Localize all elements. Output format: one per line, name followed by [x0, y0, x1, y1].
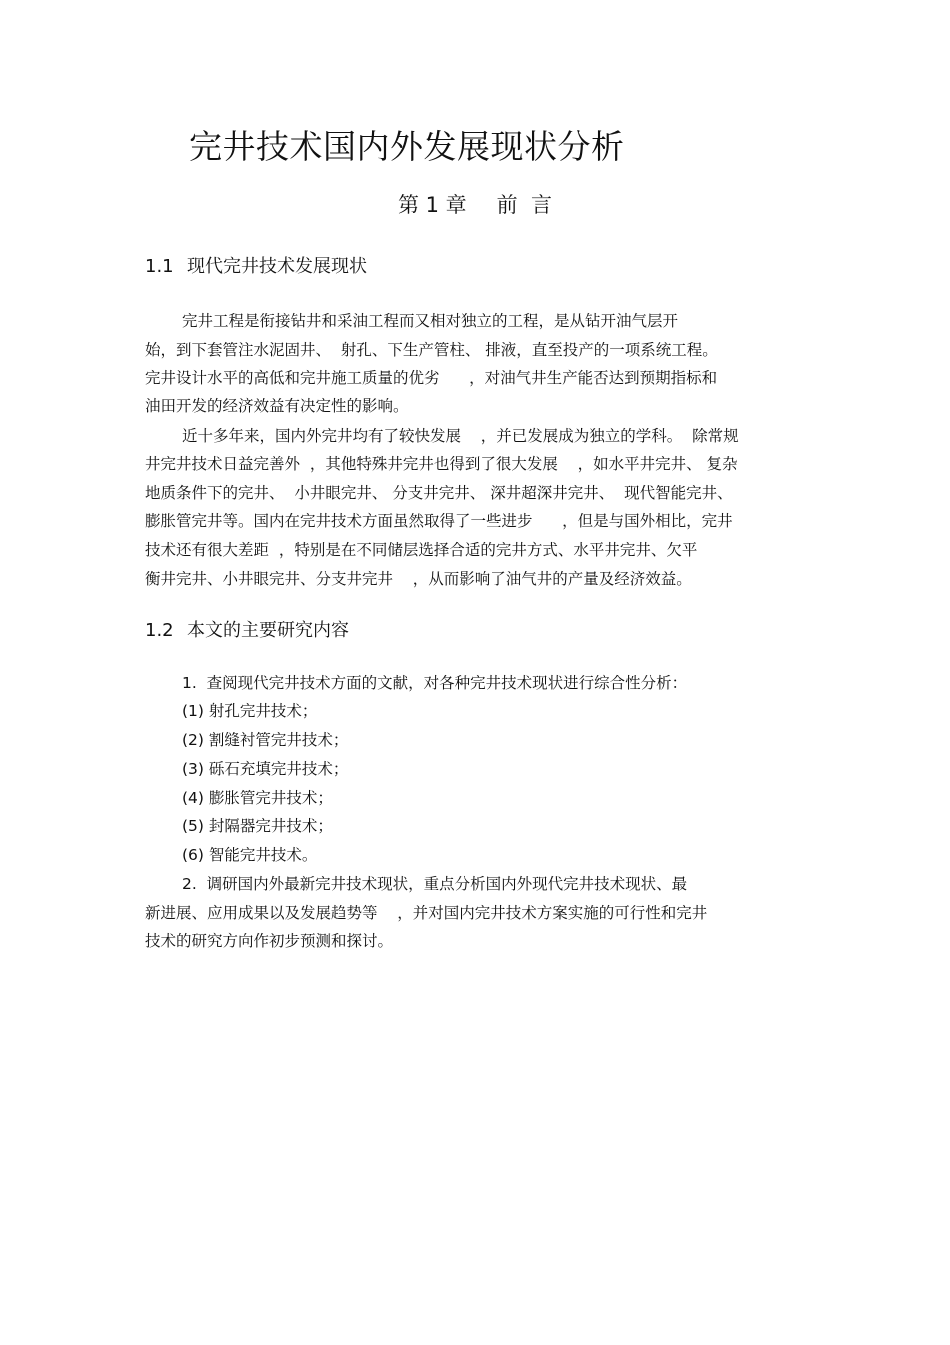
section-title: 现代完井技术发展现状	[187, 256, 367, 277]
paragraph-line: 完井工程是衔接钻井和采油工程而又相对独立的工程，是从钻开油气层开	[182, 312, 679, 330]
paragraph-line: 始，到下套管注水泥固井、 射孔、下生产管柱、 排液，直至投产的一项系统工程。	[145, 341, 718, 359]
paragraph-line: 膨胀管完井等。国内在完井技术方面虽然取得了一些进步 ，但是与国外相比，完井	[145, 512, 733, 530]
list-item: (5) 封隔器完井技术；	[182, 817, 333, 835]
paragraph-line: 完井设计水平的高低和完井施工质量的优劣 ，对油气井生产能否达到预期指标和	[145, 369, 718, 387]
section-number: 1.1	[145, 256, 174, 277]
paragraph-line: 近十多年来，国内外完井均有了较快发展 ，并已发展成为独立的学科。 除常规	[182, 427, 739, 445]
list-item: (2) 割缝衬管完井技术；	[182, 731, 349, 749]
paragraph-line: 新进展、应用成果以及发展趋势等 ，并对国内完井技术方案实施的可行性和完井	[145, 904, 708, 922]
chapter-number: 第 1 章	[397, 193, 467, 217]
paragraph-line: 衡井完井、小井眼完井、分支井完井 ，从而影响了油气井的产量及经济效益。	[145, 570, 692, 588]
chapter-heading	[0, 190, 950, 220]
paragraph-line: 技术还有很大差距 ，特别是在不同储层选择合适的完井方式、水平井完井、欠平	[145, 541, 698, 559]
paragraph-line: 地质条件下的完井、 小井眼完井、 分支井完井、 深井超深井完井、 现代智能完井、	[145, 484, 733, 502]
list-item: 2. 调研国内外最新完井技术现状，重点分析国内外现代完井技术现状、最	[182, 875, 688, 893]
section-title: 本文的主要研究内容	[187, 620, 349, 641]
list-item: (1) 射孔完井技术；	[182, 702, 318, 720]
section-heading-1-1	[145, 254, 367, 280]
list-item: 1. 查阅现代完井技术方面的文献，对各种完井技术现状进行综合性分析：	[182, 674, 688, 692]
document-title: 完井技术国内外发展现状分析	[189, 127, 625, 166]
list-item: (4) 膨胀管完井技术；	[182, 789, 333, 807]
section-number: 1.2	[145, 620, 174, 641]
section-heading-1-2	[145, 618, 349, 644]
chapter-title: 前 言	[496, 193, 553, 217]
list-item: (3) 砾石充填完井技术；	[182, 760, 349, 778]
list-item: (6) 智能完井技术。	[182, 846, 318, 864]
paragraph-line: 技术的研究方向作初步预测和探讨。	[145, 932, 394, 950]
paragraph-line: 井完井技术日益完善外 ，其他特殊井完井也得到了很大发展 ，如水平井完井、 复杂	[145, 455, 738, 473]
paragraph-line: 油田开发的经济效益有决定性的影响。	[145, 397, 409, 415]
